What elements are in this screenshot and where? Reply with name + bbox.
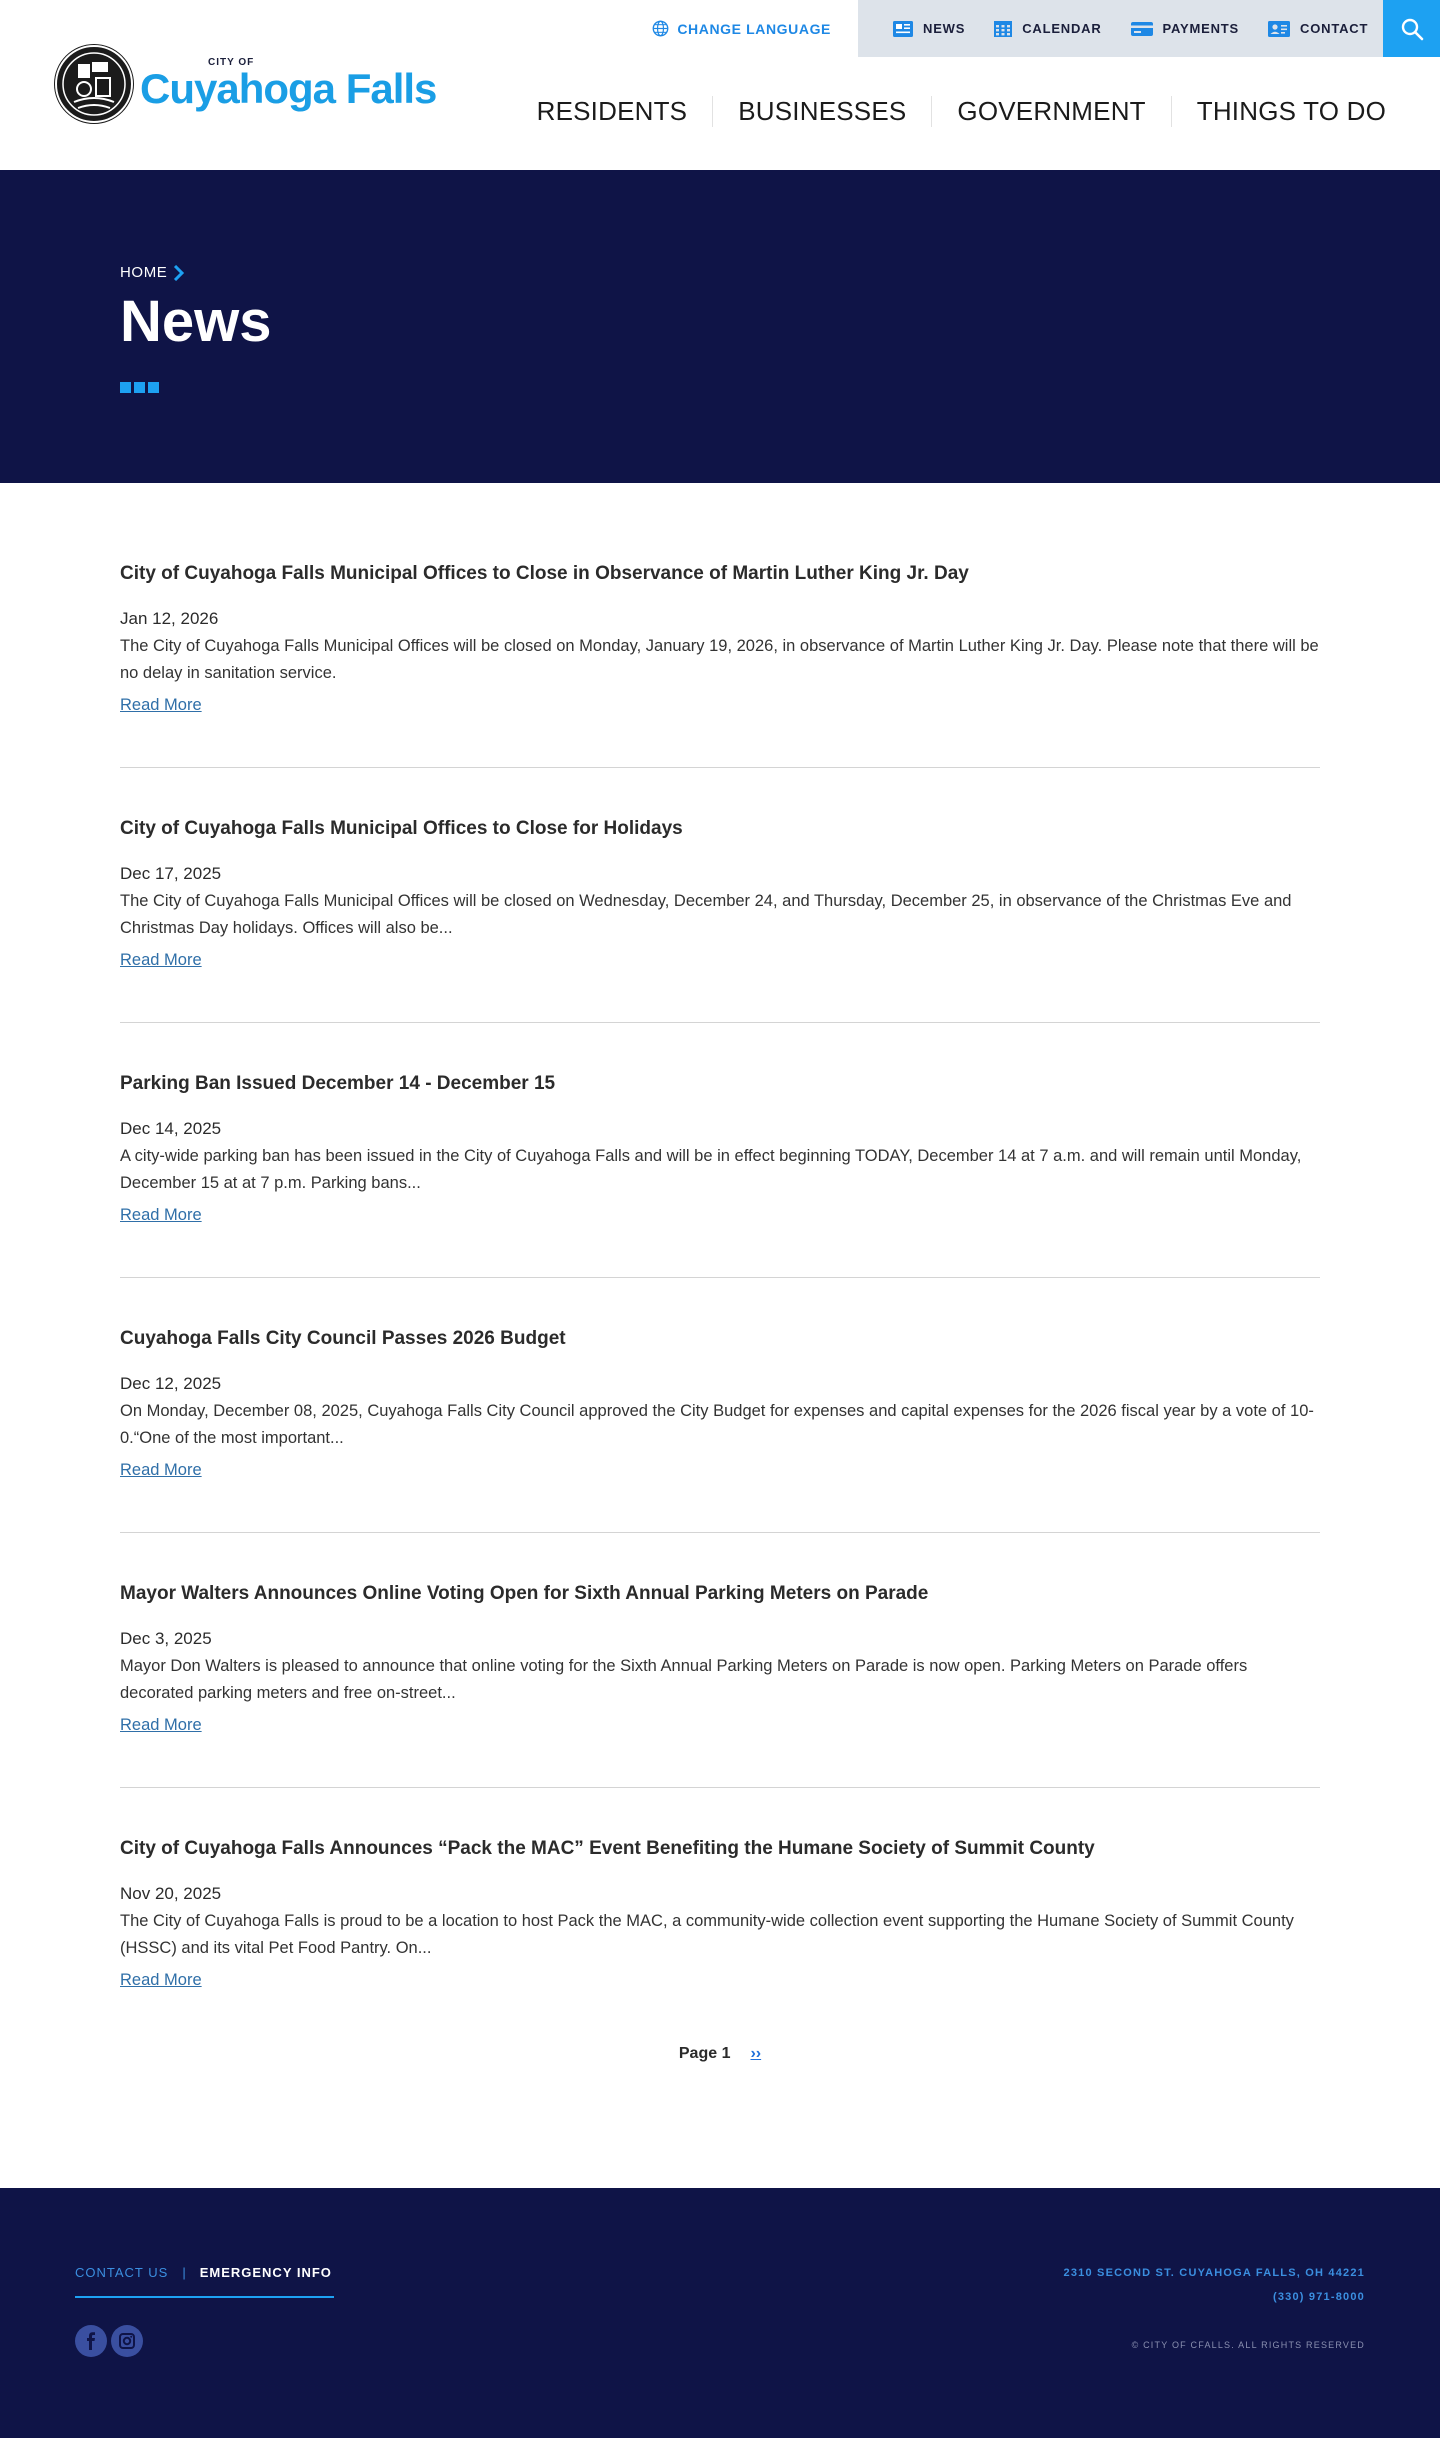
utility-link-news[interactable] — [892, 20, 965, 38]
read-more-link[interactable]: Read More — [120, 1461, 202, 1479]
search-icon — [1400, 17, 1424, 41]
utility-link-payments[interactable] — [1130, 20, 1239, 38]
title-square — [148, 382, 159, 393]
utility-link-contact-label: CONTACT — [1300, 21, 1369, 36]
change-language-button[interactable] — [652, 0, 858, 57]
site-footer — [0, 2188, 1440, 2438]
next-page-link[interactable]: ›› — [750, 2045, 762, 2062]
nav-things-to-do[interactable]: THINGS TO DO — [1196, 96, 1386, 126]
credit-card-icon — [1130, 20, 1154, 38]
footer-separator: | — [182, 2265, 186, 2280]
news-item-summary: A city-wide parking ban has been issued in the City of Cuyahoga Falls and will be in effect beginning TODAY, December 14 at 7 a.m. and will remain until Monday, December 15 at at 7 p.m. Parking bans... — [120, 1147, 1302, 1192]
news-item-title[interactable]: Parking Ban Issued December 14 - December 15 — [120, 1073, 556, 1094]
utility-links — [858, 0, 1383, 57]
social-links — [75, 2325, 143, 2357]
page-title: News — [120, 289, 272, 354]
news-item-date: Nov 20, 2025 — [120, 1884, 222, 1903]
main-navigation — [512, 96, 1386, 127]
footer-address: 2310 SECOND ST. CUYAHOGA FALLS, OH 44221 — [1063, 2267, 1365, 2279]
current-page-label: Page 1 — [678, 2045, 731, 2062]
news-item — [120, 1073, 1320, 1278]
instagram-icon — [118, 2332, 136, 2350]
news-item-date: Dec 14, 2025 — [120, 1119, 222, 1138]
read-more-link[interactable]: Read More — [120, 1716, 202, 1734]
read-more-link[interactable]: Read More — [120, 1971, 202, 1989]
newspaper-icon — [892, 20, 914, 38]
logo-city-name: Cuyahoga Falls — [140, 65, 437, 112]
news-item — [120, 818, 1320, 1023]
news-item-title[interactable]: City of Cuyahoga Falls Municipal Offices to Close in Observance of Martin Luther King Jr. Day — [120, 563, 969, 584]
news-item-title[interactable]: Cuyahoga Falls City Council Passes 2026 Budget — [120, 1328, 566, 1349]
utility-link-calendar[interactable] — [993, 20, 1101, 38]
facebook-button[interactable] — [75, 2325, 107, 2357]
utility-link-contact[interactable] — [1267, 20, 1368, 38]
city-logo[interactable] — [54, 44, 436, 124]
footer-contact-us-link[interactable]: CONTACT US — [75, 2265, 169, 2280]
read-more-link[interactable]: Read More — [120, 1206, 202, 1224]
news-list — [0, 483, 1440, 2188]
news-item-date: Dec 12, 2025 — [120, 1374, 222, 1393]
title-square — [120, 382, 131, 393]
read-more-link[interactable]: Read More — [120, 951, 202, 969]
globe-icon — [652, 20, 669, 37]
utility-link-calendar-label: CALENDAR — [1022, 21, 1102, 36]
utility-link-payments-label: PAYMENTS — [1162, 21, 1240, 36]
footer-underline — [75, 2296, 334, 2298]
news-item-summary: The City of Cuyahoga Falls Municipal Offices will be closed on Monday, January 19, 2026, in observance of Martin Luther King Jr. Day. Please note that there will be no delay in sanitation service. — [120, 637, 1319, 682]
news-item-summary: The City of Cuyahoga Falls Municipal Offices will be closed on Wednesday, December 24, and Thursday, December 25, in observance of the Christmas Eve and Christmas Day holidays. Offices will also be... — [120, 892, 1292, 937]
utility-link-news-label: NEWS — [923, 21, 966, 36]
change-language-label: CHANGE LANGUAGE — [677, 20, 831, 37]
news-item — [120, 1328, 1320, 1533]
calendar-icon — [993, 20, 1013, 38]
site-header — [0, 0, 1440, 170]
news-item — [120, 1838, 1320, 2018]
news-item — [120, 1583, 1320, 1788]
nav-businesses[interactable]: BUSINESSES — [713, 96, 932, 127]
facebook-icon — [84, 2332, 98, 2350]
news-item-summary: On Monday, December 08, 2025, Cuyahoga Falls City Council approved the City Budget for expenses and capital expenses for the 2026 fiscal year by a vote of 10-0.“One of the most important... — [120, 1402, 1314, 1447]
search-button[interactable] — [1383, 0, 1440, 57]
news-item-summary: Mayor Don Walters is pleased to announce that online voting for the Sixth Annual Parking Meters on Parade is now open. Parking Meters on Parade offers decorated parking meters and free on-street... — [120, 1657, 1248, 1702]
news-item-title[interactable]: Mayor Walters Announces Online Voting Open for Sixth Annual Parking Meters on Parade — [120, 1583, 929, 1604]
footer-emergency-info-link[interactable]: EMERGENCY INFO — [199, 2265, 332, 2280]
news-item-title[interactable]: City of Cuyahoga Falls Municipal Offices to Close for Holidays — [120, 818, 683, 839]
news-item — [120, 563, 1320, 768]
nav-residents[interactable]: RESIDENTS — [512, 96, 714, 127]
title-decoration — [120, 382, 159, 393]
contact-card-icon — [1267, 20, 1291, 38]
nav-government[interactable]: GOVERNMENT — [932, 96, 1171, 127]
pagination — [120, 2018, 1320, 2188]
read-more-link[interactable]: Read More — [120, 696, 202, 714]
city-seal-icon — [54, 44, 134, 124]
news-item-date: Dec 17, 2025 — [120, 864, 222, 883]
news-item-date: Jan 12, 2026 — [120, 609, 219, 628]
news-item-date: Dec 3, 2025 — [120, 1629, 212, 1648]
news-item-summary: The City of Cuyahoga Falls is proud to be a location to host Pack the MAC, a community-wide collection event supporting the Humane Society of Summit County (HSSC) and its vital Pet Food Pantry. On... — [120, 1912, 1294, 1957]
instagram-button[interactable] — [111, 2325, 143, 2357]
title-square — [134, 382, 145, 393]
news-item-title[interactable]: City of Cuyahoga Falls Announces “Pack the MAC” Event Benefiting the Humane Society of Summit County — [120, 1838, 1095, 1859]
logo-city-of: CITY OF — [208, 57, 255, 68]
footer-copyright: © CITY OF CFALLS. ALL RIGHTS RESERVED — [1131, 2340, 1365, 2350]
utility-bar — [652, 0, 1440, 57]
breadcrumb-home-link[interactable]: HOME — [120, 264, 168, 281]
footer-links — [75, 2265, 332, 2280]
breadcrumb — [120, 264, 185, 281]
chevron-right-icon — [173, 265, 185, 281]
footer-phone-link[interactable]: (330) 971-8000 — [1272, 2291, 1365, 2303]
